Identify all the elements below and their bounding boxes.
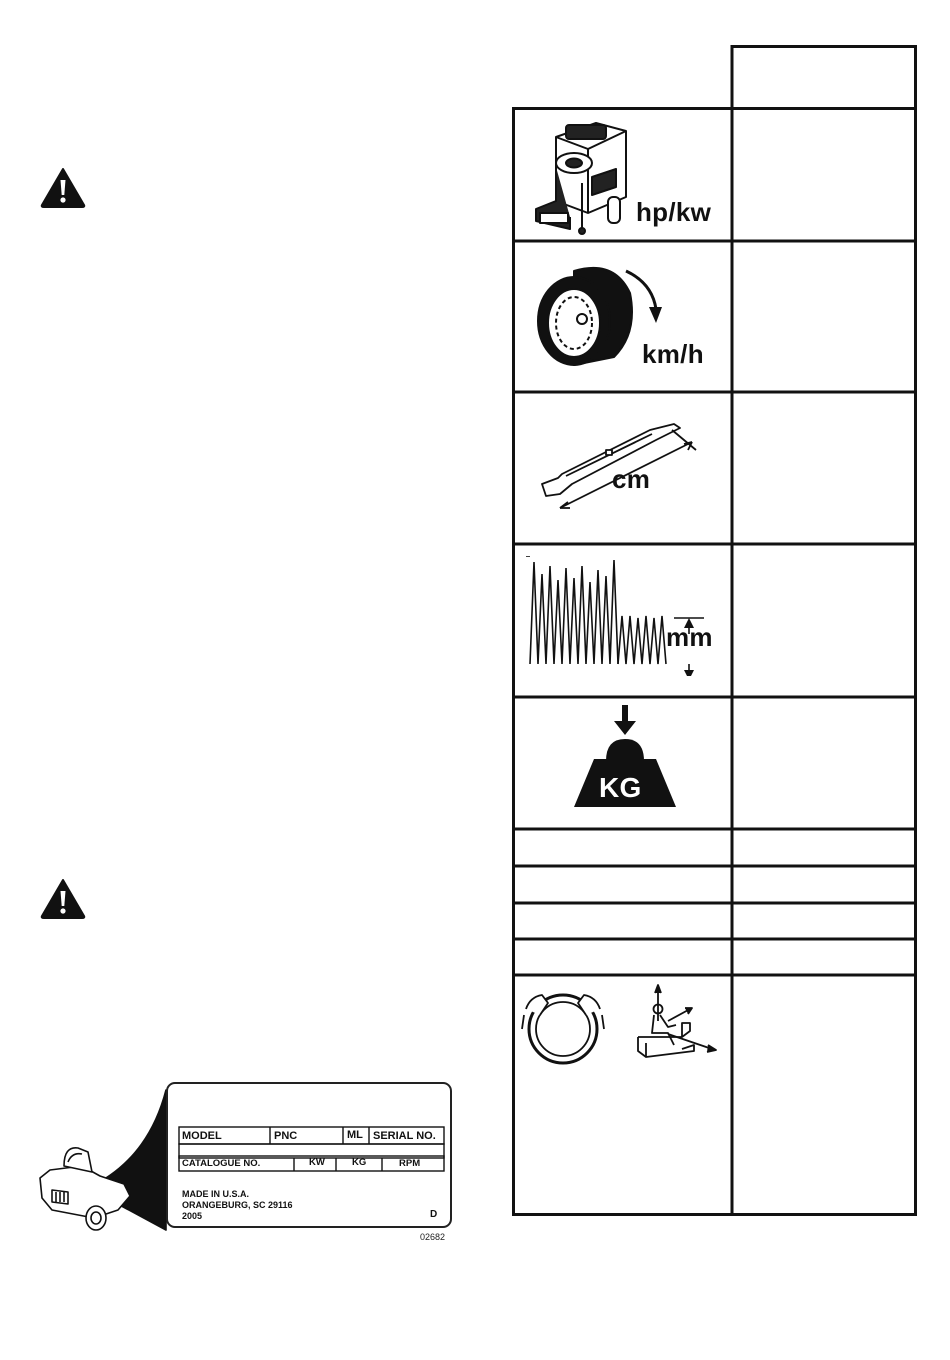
label-address: ORANGEBURG, SC 29116 bbox=[182, 1200, 293, 1210]
specs-table bbox=[512, 45, 917, 1217]
spec-row-blank bbox=[512, 866, 732, 903]
label-header-ml: ML bbox=[347, 1129, 363, 1141]
warning-triangle-icon bbox=[40, 878, 86, 920]
label-header-catalogue: CATALOGUE NO. bbox=[182, 1158, 261, 1169]
spec-row-engine bbox=[512, 109, 732, 241]
label-header-serial: SERIAL NO. bbox=[373, 1130, 436, 1142]
label-header-kg: KG bbox=[352, 1157, 367, 1168]
spec-row-blank bbox=[512, 903, 732, 939]
label-header-pnc: PNC bbox=[274, 1130, 298, 1142]
engine-icon bbox=[526, 117, 646, 235]
spec-row-vibration bbox=[512, 975, 732, 1215]
header-value-cell bbox=[732, 45, 917, 109]
spec-unit-label: cm bbox=[612, 464, 651, 494]
spec-row-blade bbox=[512, 392, 732, 544]
label-header-rpm: RPM bbox=[399, 1158, 421, 1169]
label-code: D bbox=[430, 1209, 438, 1220]
spec-row-cutting-height bbox=[512, 544, 732, 697]
label-made-in: MADE IN U.S.A. bbox=[182, 1189, 250, 1199]
label-year: 2005 bbox=[182, 1211, 203, 1221]
spec-unit-label: mm bbox=[666, 622, 713, 652]
spec-unit-label: KG bbox=[599, 772, 642, 803]
spec-row-blank bbox=[512, 829, 732, 866]
spec-row-blank bbox=[512, 939, 732, 975]
vibration-icon bbox=[518, 979, 723, 1069]
spec-row-weight bbox=[512, 697, 732, 829]
figure-number: 02682 bbox=[420, 1232, 446, 1242]
warning-triangle-icon bbox=[40, 167, 86, 209]
spec-unit-label: km/h bbox=[642, 339, 704, 369]
spec-unit-label: hp/kw bbox=[636, 197, 712, 227]
spec-row-speed bbox=[512, 241, 732, 392]
grass-height-icon bbox=[526, 556, 716, 676]
label-header-model: MODEL bbox=[182, 1130, 222, 1142]
rating-plate bbox=[166, 1082, 452, 1228]
label-header-kw: KW bbox=[309, 1157, 325, 1168]
